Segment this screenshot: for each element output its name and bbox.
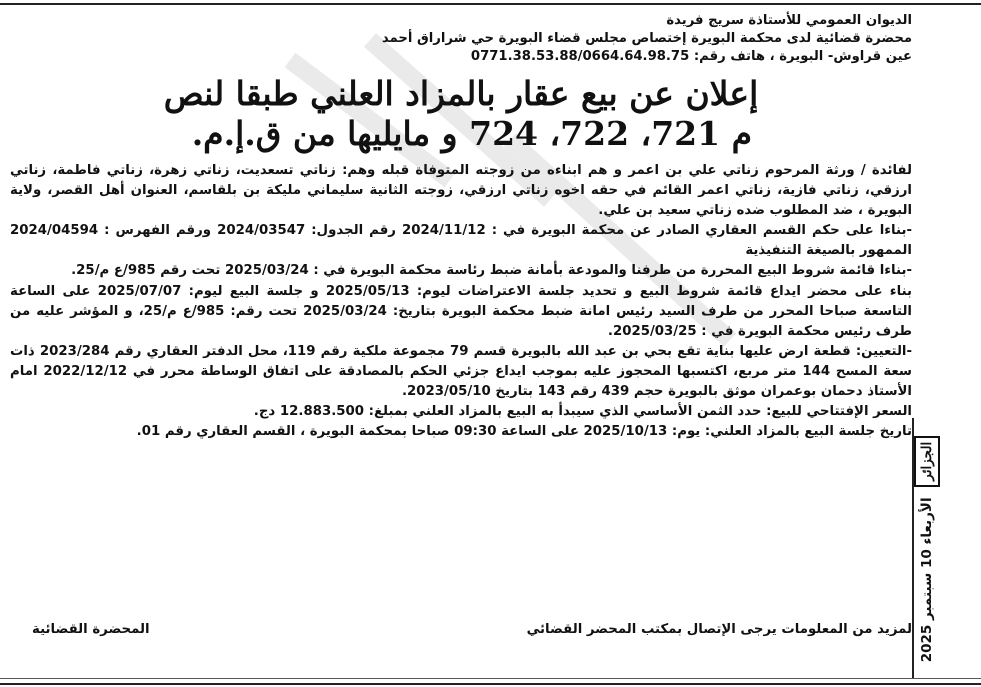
property-description-paragraph: -التعيين: قطعة ارض عليها بناية تقع بحي بن عبد الله بالبويرة قسم 79 مجموعة ملكية رقم 119، محل الدفتر العقاري رقم 2023/284 ذات سعة المسح 144 متر مربع، اكتسبها المحجوز عليه بموجب ايداع جزئي الحكم بالمصادقة على اتفاق الوساطة محرر في 2022/12/12 امام الأستاذ دحمان بوعمران موثق بالبويرة حجم 439 رقم 143 بتاريخ 2023/05/10. <box>10 343 913 400</box>
judgment-paragraph: -بناءا على حكم القسم العقاري الصادر عن محكمة البويرة في : 2024/11/12 رقم الجدول: 2024/03547 ورقم الفهرس : 2024/04594 الممهور بالصيغة التنفيذية <box>10 223 912 259</box>
auction-date-paragraph: تاريخ جلسة البيع بالمزاد العلني: يوم: 2025/10/13 على الساعة 09:30 صباحا بمحكمة البويرة ، القسم العقاري رقم 01. <box>136 424 912 440</box>
opening-price-paragraph: السعر الإفتتاحي للبيع: حدد الثمن الأساسي الذي سيبدأ به البيع بالمزاد العلني بمبلغ: 12.883.500 دج. <box>253 404 912 420</box>
auction-notice <box>10 12 912 667</box>
office-name: الديوان العمومي للأستاذة سريج فريدة <box>666 13 912 28</box>
contact-info: لمزيد من المعلومات يرجى الإتصال بمكتب المحضر القضائي <box>526 622 912 637</box>
notice-title-line1: إعلان عن بيع عقار بالمزاد العلني طبقا لنص <box>163 74 759 113</box>
office-address-phone: عين قراوش- البويرة ، هاتف رقم: 0771.38.53.88/0664.64.98.75 <box>470 49 912 64</box>
bottom-rule-thin <box>0 678 981 679</box>
sale-conditions-paragraph: -بناءا قائمة شروط البيع المحررة من طرفنا والمودعة بأمانة ضبط رئاسة محكمة البويرة في : 2025/03/24 تحت رقم 985/ع م/25. <box>71 263 912 279</box>
notice-title-line2: م 721، 722، 724 و مايليها من ق.إ.م. <box>191 114 752 153</box>
beneficiaries-paragraph: لفائدة / ورثة المرحوم زناتي علي بن اعمر و هم ابناءه من زوجته المتوفاة قبله وهم: زناتي تسعديت، زناتي زهرة، زناتي فاطمة، زناتي ارزقي، زناتي فازية، زناتي اعمر القائم في حقه اخوه زناتي ارزقي، زوجته الثانية سليماني مليكة بن بلقاسم، العنوان أهل القصر، ولاية البويرة ، ضد المطلوب ضده زناتي سعيد بن علي. <box>10 163 912 219</box>
publication-sidebar <box>912 418 936 678</box>
filing-report-paragraph: بناء على محضر ايداع قائمة شروط البيع و تحديد جلسة الاعتراضات ليوم: 2025/05/13 و جلسة البيع ليوم: 2025/07/07 على الساعة التاسعة صباحا المحرر من طرف السيد رئيس امانة ضبط محكمة البويرة بتاريخ: 2025/03/24 تحت رقم: 985/ع م/25، و المؤشر عليه من طرف رئيس محكمة البويرة في : 2025/03/25. <box>10 283 912 339</box>
signature-label: المحضرة القضائية <box>32 622 150 637</box>
notice-body <box>10 161 912 442</box>
newspaper-logo: الجزائر <box>914 436 940 487</box>
bottom-rule <box>0 683 981 685</box>
publication-date: الأربعاء 10 سبتمبر 2025 <box>919 497 935 663</box>
top-rule <box>0 3 981 5</box>
office-jurisdiction: محضرة قضائية لدى محكمة البويرة إختصاص مجلس قضاء البويرة حي شراراق أحمد <box>381 31 912 46</box>
publication-strip <box>914 422 936 676</box>
notice-footer <box>10 622 912 637</box>
